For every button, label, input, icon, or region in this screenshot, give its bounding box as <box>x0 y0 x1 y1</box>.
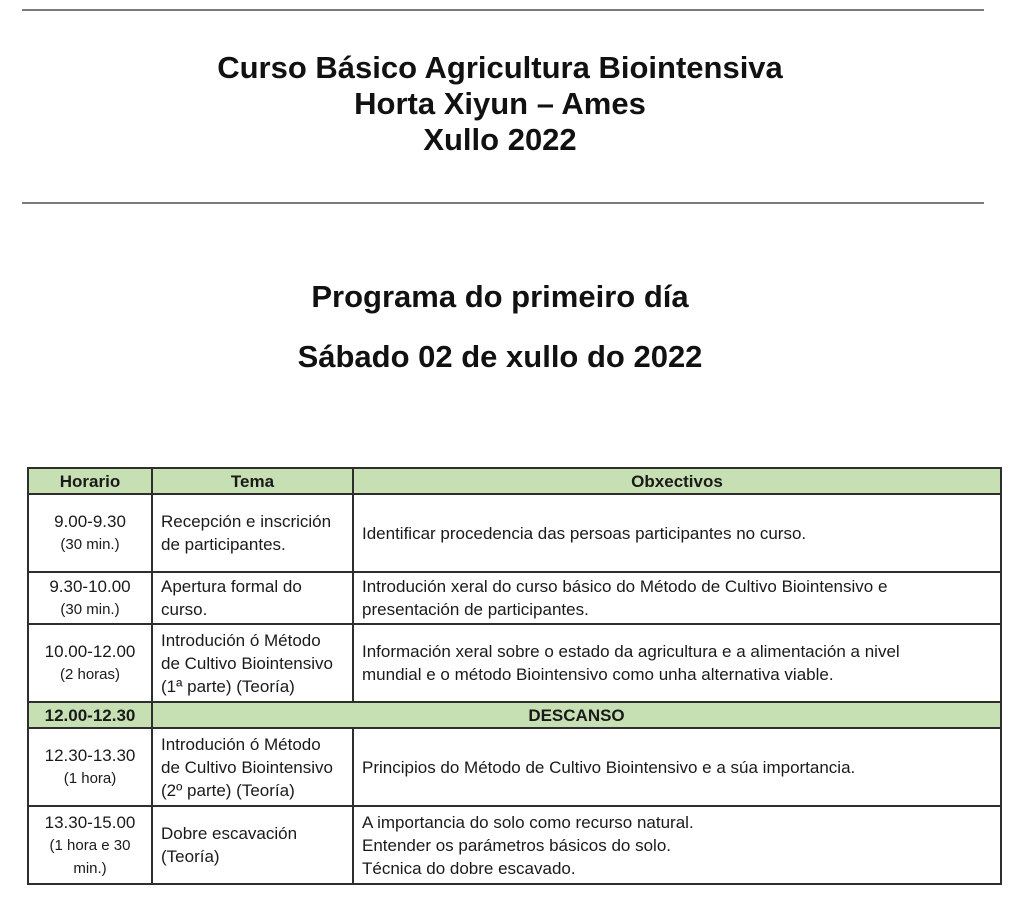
time-cell <box>28 572 152 624</box>
objective-line: A importancia do solo como recurso natural. <box>362 812 694 832</box>
theme-cell <box>152 806 353 884</box>
objective-line: mundial e o método Biointensivo como unha alternativa viable. <box>362 665 834 684</box>
time-cell <box>28 624 152 702</box>
theme-cell <box>152 728 353 806</box>
program-date: Sábado 02 de xullo do 2022 <box>297 339 703 374</box>
break-row <box>28 702 1001 728</box>
objective-line: Entender os parámetros básicos do solo. <box>362 835 672 855</box>
time-duration: (30 min.) <box>60 536 120 553</box>
theme-line: (1ª parte) (Teoría) <box>161 676 295 696</box>
theme-line: Dobre escavación <box>161 824 298 843</box>
table-row <box>28 494 1001 572</box>
header-tema: Tema <box>152 468 353 494</box>
table-row <box>28 572 1001 624</box>
objective-line: Técnica do dobre escavado. <box>362 858 576 878</box>
header-horario: Horario <box>28 468 152 494</box>
top-rule <box>22 9 984 11</box>
table-row <box>28 624 1001 702</box>
theme-line: (2º parte) (Teoría) <box>161 780 295 800</box>
time-range: 10.00-12.00 <box>44 642 136 661</box>
table-row <box>28 728 1001 806</box>
course-location: Horta Xiyun – Ames <box>354 86 646 121</box>
objective-line: Principios do Método de Cultivo Biointensivo e a súa importancia. <box>362 757 856 777</box>
program-heading <box>0 278 1000 376</box>
theme-line: de Cultivo Biointensivo <box>161 757 333 777</box>
theme-line: Introdución ó Método <box>161 734 321 754</box>
objectives-cell <box>353 728 1001 806</box>
objectives-cell <box>353 806 1001 884</box>
theme-cell <box>152 624 353 702</box>
time-range: 13.30-15.00 <box>44 812 136 832</box>
schedule-table <box>27 467 1002 885</box>
objective-line: Información xeral sobre o estado da agricultura e a alimentación a nivel <box>362 642 900 661</box>
bottom-rule <box>22 202 984 204</box>
theme-line: de Cultivo Biointensivo <box>161 653 333 673</box>
break-label: DESCANSO <box>152 702 1001 728</box>
program-title: Programa do primeiro día <box>311 279 689 314</box>
theme-cell <box>152 494 353 572</box>
time-duration: (30 min.) <box>60 601 120 618</box>
time-range: 9.30-10.00 <box>49 577 131 596</box>
header-obxectivos: Obxectivos <box>353 468 1001 494</box>
time-range: 12.30-13.30 <box>44 746 136 765</box>
break-time: 12.00-12.30 <box>28 702 152 728</box>
time-cell <box>28 494 152 572</box>
theme-line: de participantes. <box>161 535 286 554</box>
objectives-cell <box>353 494 1001 572</box>
document-header <box>0 50 1000 158</box>
course-date: Xullo 2022 <box>423 122 577 157</box>
objectives-cell <box>353 572 1001 624</box>
objective-line: presentación de participantes. <box>362 600 589 619</box>
time-range: 9.00-9.30 <box>54 512 126 531</box>
time-duration: min.) <box>73 859 107 877</box>
objective-line: Introdución xeral do curso básico do Método de Cultivo Biointensivo e <box>362 577 888 596</box>
course-title: Curso Básico Agricultura Biointensiva <box>217 50 783 85</box>
time-cell <box>28 806 152 884</box>
time-cell <box>28 728 152 806</box>
theme-cell <box>152 572 353 624</box>
time-duration: (1 hora e 30 <box>49 836 131 854</box>
theme-line: Recepción e inscrición <box>161 512 332 531</box>
objective-line: Identificar procedencia das persoas participantes no curso. <box>362 523 807 543</box>
objectives-cell <box>353 624 1001 702</box>
table-header-row <box>28 468 1001 494</box>
theme-line: curso. <box>161 600 208 619</box>
theme-line: (Teoría) <box>161 847 220 866</box>
time-duration: (2 horas) <box>59 666 121 683</box>
time-duration: (1 hora) <box>63 770 117 787</box>
table-row <box>28 806 1001 884</box>
theme-line: Introdución ó Método <box>161 630 321 650</box>
theme-line: Apertura formal do <box>161 577 302 596</box>
